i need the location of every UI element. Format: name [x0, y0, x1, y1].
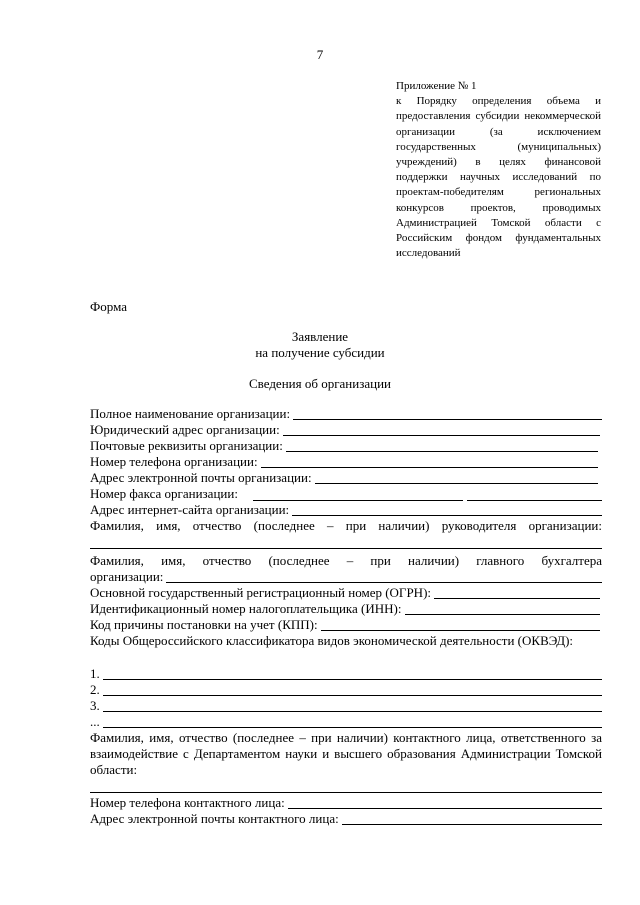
field-contact-phone [90, 795, 602, 811]
fill-line[interactable] [321, 618, 600, 631]
field-label: Адрес электронной почты организации: [90, 470, 312, 485]
appendix-text: к Порядку определения объема и предоставления субсидии некоммерческой организации (за исключением государственных (муниципальных) учреждений) в целях финансовой поддержки научных исследований по проектам-победителям региональных конкурсов проектов, проводимых Администрацией Томской области с Российским фондом фундаментальных исследований [396, 95, 601, 260]
field-head-name: Фамилия, имя, отчество (последнее – при наличии) руководителя организации: [90, 518, 602, 533]
field-label: Адрес электронной почты контактного лица: [90, 811, 339, 826]
fill-line[interactable] [261, 455, 598, 468]
fill-line[interactable] [467, 500, 602, 501]
field-label: Адрес интернет-сайта организации: [90, 502, 290, 517]
field-postal-details [90, 438, 598, 454]
field-okved: Коды Общероссийского классификатора видов экономической деятельности (ОКВЭД): [90, 633, 574, 648]
field-kpp [90, 617, 600, 633]
document-title: Заявление [291, 329, 349, 344]
fill-line[interactable] [292, 503, 602, 516]
field-legal-address [90, 422, 600, 438]
item-number: 1. [90, 666, 100, 681]
field-email [90, 470, 598, 486]
field-ogrn [90, 585, 600, 601]
fill-line[interactable] [434, 586, 600, 599]
field-label: Номер телефона организации: [90, 454, 258, 469]
field-label: Номер факса организации: [90, 486, 238, 501]
field-label: Полное наименование организации: [90, 406, 291, 421]
field-accountant-name: Фамилия, имя, отчество (последнее – при наличии) главного бухгалтера [90, 553, 602, 568]
field-label: Юридический адрес организации: [90, 422, 280, 437]
field-phone [90, 454, 598, 470]
fill-line[interactable] [103, 683, 602, 696]
item-number: 2. [90, 682, 100, 697]
fill-line[interactable] [288, 796, 602, 809]
field-inn [90, 601, 600, 617]
page-number: 7 [316, 47, 324, 62]
field-label: организации: [90, 569, 164, 584]
fill-line[interactable] [103, 715, 602, 728]
document-subtitle: на получение субсидии [255, 345, 385, 360]
appendix-title: Приложение № 1 [396, 80, 477, 92]
field-label: Номер телефона контактного лица: [90, 795, 285, 810]
field-label: Код причины постановки на учет (КПП): [90, 617, 318, 632]
field-full-name [90, 406, 602, 422]
fill-line[interactable] [342, 812, 602, 825]
section-title: Сведения об организации [248, 376, 392, 391]
fill-line[interactable] [315, 471, 598, 484]
appendix-block [396, 79, 601, 261]
okved-item-3 [90, 698, 602, 714]
field-label: Почтовые реквизиты организации: [90, 438, 283, 453]
field-accountant-name-cont [90, 569, 602, 585]
field-contact-name: Фамилия, имя, отчество (последнее – при наличии) контактного лица, ответственного за взаимодействие с Департаментом науки и высшего образования Администрации Томской области: [90, 730, 602, 777]
fill-line[interactable] [283, 423, 600, 436]
fill-line[interactable] [90, 548, 602, 549]
item-number: 3. [90, 698, 100, 713]
field-label: Основной государственный регистрационный номер (ОГРН): [90, 585, 432, 600]
okved-item-more [90, 714, 602, 730]
fill-line[interactable] [293, 407, 602, 420]
fill-line[interactable] [90, 792, 602, 793]
fill-line[interactable] [166, 570, 602, 583]
fill-line[interactable] [253, 500, 463, 501]
field-website [90, 502, 602, 518]
fill-line[interactable] [103, 699, 602, 712]
fill-line[interactable] [103, 667, 602, 680]
fill-line[interactable] [405, 602, 601, 615]
okved-item-2 [90, 682, 602, 698]
field-label: Идентификационный номер налогоплательщика (ИНН): [90, 601, 402, 616]
field-contact-email [90, 811, 602, 827]
okved-item-1 [90, 666, 602, 682]
item-number: ... [90, 714, 100, 729]
fill-line[interactable] [286, 439, 598, 452]
form-label: Форма [90, 299, 127, 314]
field-fax [90, 486, 253, 502]
